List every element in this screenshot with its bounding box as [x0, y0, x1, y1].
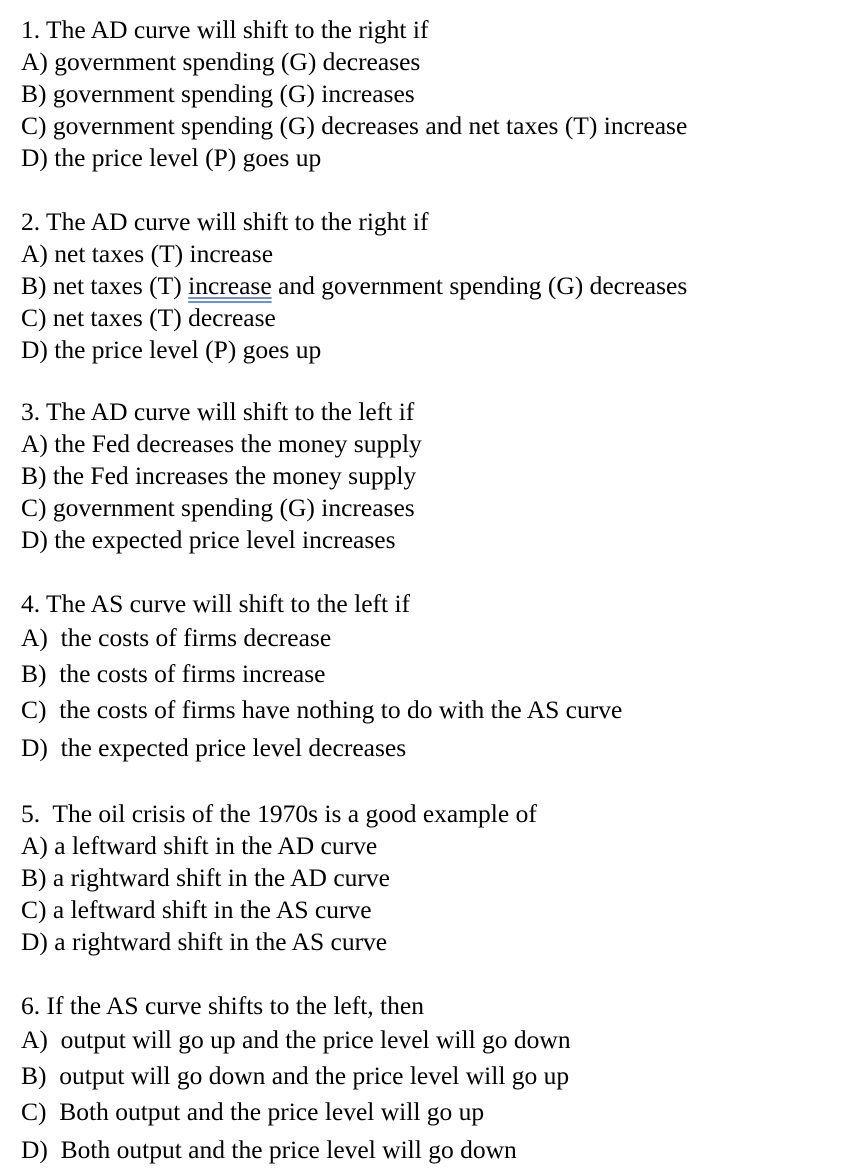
question-5-option-a: A) a leftward shift in the AD curve	[21, 831, 378, 860]
question-2-option-b-start: B) net taxes (T)	[21, 271, 189, 300]
question-3-option-c: C) government spending (G) increases	[21, 493, 415, 522]
question-3-option-b: B) the Fed increases the money supply	[21, 461, 417, 490]
question-4-option-a: A) the costs of firms decrease	[21, 623, 332, 652]
question-2-stem: 2. The AD curve will shift to the right if	[21, 207, 429, 236]
question-3-stem: 3. The AD curve will shift to the left if	[21, 397, 415, 426]
question-1-option-d: D) the price level (P) goes up	[21, 143, 322, 172]
question-3-option-a: A) the Fed decreases the money supply	[21, 429, 422, 458]
question-6-stem: 6. If the AS curve shifts to the left, then	[21, 991, 424, 1020]
question-4-stem: 4. The AS curve will shift to the left if	[21, 589, 411, 618]
question-6-option-b: B) output will go down and the price level will go up	[21, 1061, 570, 1090]
question-4-option-b: B) the costs of firms increase	[21, 659, 326, 688]
question-4-option-c: C) the costs of firms have nothing to do with the AS curve	[21, 695, 623, 724]
question-5-stem: 5. The oil crisis of the 1970s is a good example of	[21, 799, 537, 828]
question-5-option-b: B) a rightward shift in the AD curve	[21, 863, 390, 892]
question-2-option-b	[21, 270, 687, 302]
question-5-option-c: C) a leftward shift in the AS curve	[21, 895, 372, 924]
question-2-option-a: A) net taxes (T) increase	[21, 239, 274, 268]
question-2-option-c: C) net taxes (T) decrease	[21, 303, 276, 332]
question-1-stem: 1. The AD curve will shift to the right if	[21, 15, 429, 44]
spellcheck-flagged-word[interactable]: increase	[188, 271, 272, 300]
question-6-option-d: D) Both output and the price level will go down	[21, 1135, 517, 1164]
question-2-option-d: D) the price level (P) goes up	[21, 335, 322, 364]
question-1-option-c: C) government spending (G) decreases and net taxes (T) increase	[21, 111, 688, 140]
question-5-option-d: D) a rightward shift in the AS curve	[21, 927, 388, 956]
question-1-option-a: A) government spending (G) decreases	[21, 47, 421, 76]
question-6-option-a: A) output will go up and the price level will go down	[21, 1025, 571, 1054]
question-4-option-d: D) the expected price level decreases	[21, 733, 407, 762]
question-2-option-b-end: and government spending (G) decreases	[271, 271, 688, 300]
question-6-option-c: C) Both output and the price level will go up	[21, 1097, 485, 1126]
question-3-option-d: D) the expected price level increases	[21, 525, 396, 554]
question-1-option-b: B) government spending (G) increases	[21, 79, 415, 108]
